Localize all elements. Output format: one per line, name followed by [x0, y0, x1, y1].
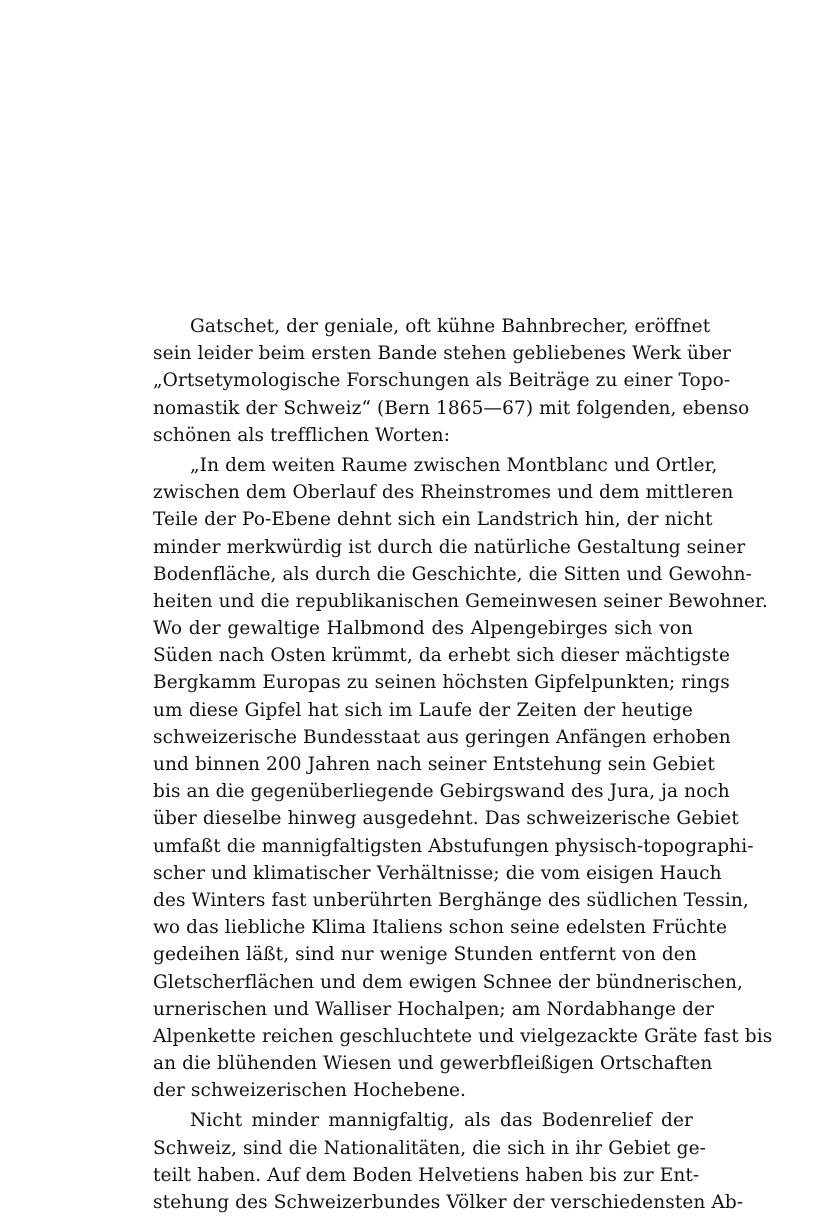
paragraph-3: [153, 1107, 744, 1216]
text-line: sein leider beim ersten Bande stehen gebliebenes Werk über: [153, 343, 731, 365]
text-line: Bergkamm Europas zu seinen höchsten Gipfelpunkten; rings: [153, 672, 730, 694]
text-line: zwischen dem Oberlauf des Rheinstromes und dem mittleren: [153, 482, 734, 504]
text-line: schweizerische Bundesstaat aus geringen Anfängen erhoben: [153, 726, 731, 748]
text-line: Süden nach Osten krümmt, da erhebt sich dieser mächtigste: [153, 645, 730, 667]
text-line: teilt haben. Auf dem Boden Helvetiens haben bis zur Ent-: [153, 1164, 700, 1186]
body-text: [153, 313, 773, 1216]
text-line: Schweiz, sind die Nationalitäten, die sich in ihr Gebiet ge-: [153, 1137, 707, 1159]
paragraph-1: [153, 313, 750, 449]
text-line: Wo der gewaltige Halbmond des Alpengebirges sich von: [153, 618, 693, 640]
text-line: minder merkwürdig ist durch die natürliche Gestaltung seiner: [153, 536, 746, 558]
paragraph-2: [153, 452, 773, 1105]
text-line: Alpenkette reichen geschluchtete und vielgezackte Gräte fast bis: [153, 1025, 773, 1047]
text-line: schönen als trefflichen Worten:: [153, 424, 451, 446]
text-line: an die blühenden Wiesen und gewerbfleißigen Ortschaften: [153, 1053, 713, 1075]
text-line: nomastik der Schweiz“ (Bern 1865—67) mit folgenden, ebenso: [153, 397, 750, 419]
text-line: heiten und die republikanischen Gemeinwesen seiner Bewohner.: [153, 590, 768, 612]
text-line: Teile der Po-Ebene dehnt sich ein Landstrich hin, der nicht: [153, 509, 713, 531]
text-line: umfaßt die mannigfaltigsten Abstufungen physisch-topographi-: [153, 835, 754, 857]
text-line: urnerischen und Walliser Hochalpen; am Nordabhange der: [153, 998, 715, 1020]
text-line: scher und klimatischer Verhältnisse; die vom eisigen Hauch: [153, 862, 722, 884]
text-line: und binnen 200 Jahren nach seiner Entstehung sein Gebiet: [153, 754, 715, 775]
text-line: Gletscherflächen und dem ewigen Schnee der bündnerischen,: [153, 971, 744, 993]
text-line: der schweizerischen Hochebene.: [153, 1080, 466, 1102]
text-line: über dieselbe hinweg ausgedehnt. Das schweizerische Gebiet: [153, 808, 739, 830]
text-line: wo das liebliche Klima Italiens schon seine edelsten Früchte: [153, 917, 727, 939]
text-line: stehung des Schweizerbundes Völker der verschiedensten Ab-: [153, 1192, 744, 1213]
text-line: „Ortsetymologische Forschungen als Beiträge zu einer Topo-: [153, 370, 731, 392]
text-line: Bodenfläche, als durch die Geschichte, die Sitten und Gewohn-: [153, 563, 752, 585]
text-line: Nicht minder mannigfaltig, als das Bodenrelief der: [190, 1110, 693, 1132]
text-line: „In dem weiten Raume zwischen Montblanc und Ortler,: [190, 454, 718, 476]
text-line: gedeihen läßt, sind nur wenige Stunden entfernt von den: [153, 944, 697, 966]
text-line: bis an die gegenüberliegende Gebirgswand des Jura, ja noch: [153, 781, 730, 803]
text-line: Gatschet, der geniale, oft kühne Bahnbrecher, eröffnet: [190, 316, 711, 337]
text-line: um diese Gipfel hat sich im Laufe der Zeiten der heutige: [153, 699, 693, 721]
text-line: des Winters fast unberührten Berghänge des südlichen Tessin,: [153, 889, 749, 911]
